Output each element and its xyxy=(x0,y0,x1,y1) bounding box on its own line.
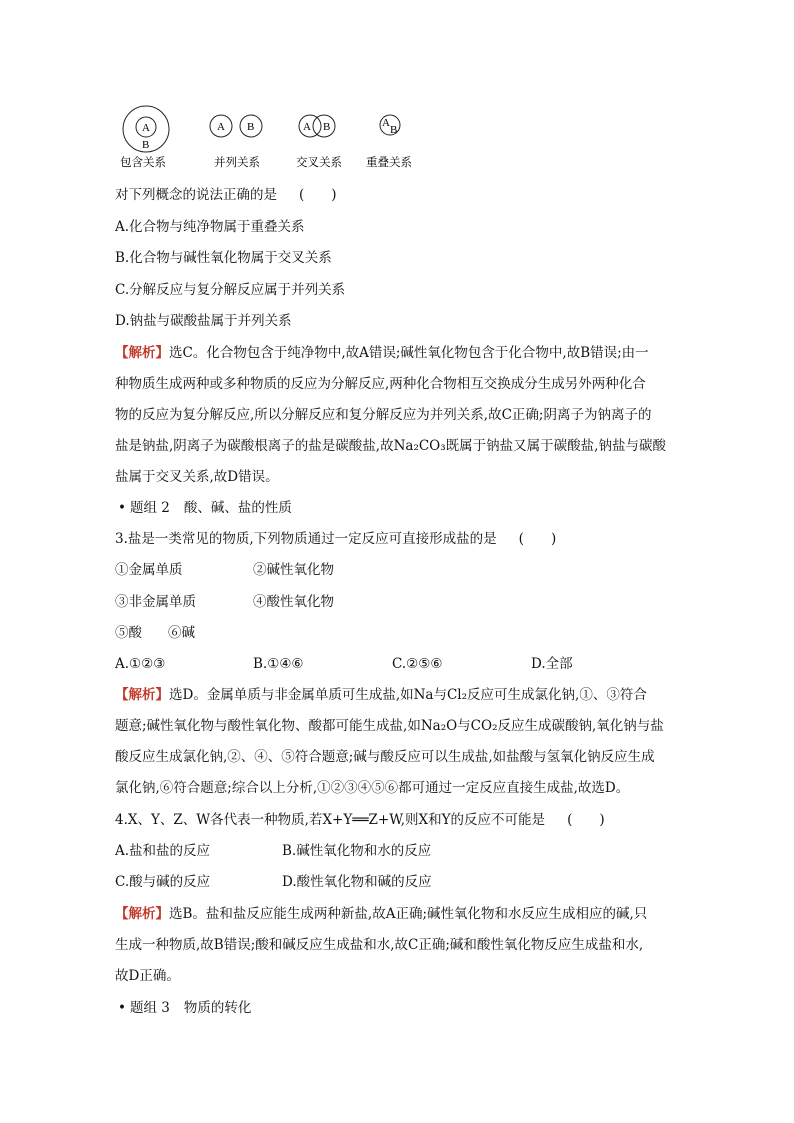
parallel-label: 并列关系 xyxy=(214,157,260,169)
containment-label: 包含关系 xyxy=(120,157,166,169)
answer-4-line-2: 生成一种物质,故B错误;酸和碱反应生成盐和水,故C正确;碱和酸性氧化物反应生成盐和水, xyxy=(115,937,644,953)
question-4-text: 4.X、Y、Z、W各代表一种物质,若X+Y══Z+W,则X和Y的反应不可能是 xyxy=(115,812,546,828)
question-3-item-3: ③非金属单质 xyxy=(115,594,196,610)
question-2-option-c: C.分解反应与复分解反应属于并列关系 xyxy=(115,282,346,298)
question-4-option-c: C.酸与碱的反应 xyxy=(115,874,211,890)
overlap-letter-b: B xyxy=(390,124,398,136)
question-2-option-d: D.钠盐与碳酸盐属于并列关系 xyxy=(115,313,292,329)
answer-4-line-3: 故D正确。 xyxy=(115,968,180,984)
question-3-option-a: A.①②③ xyxy=(115,656,166,672)
group-2-title: 酸、碱、盐的性质 xyxy=(183,500,292,516)
overlap-label: 重叠关系 xyxy=(366,157,412,169)
question-4-parens: ( ) xyxy=(567,812,605,828)
parallel-letter-b: B xyxy=(247,121,255,133)
question-4-stem xyxy=(115,812,605,828)
question-4-option-b: B.碱性氧化物和水的反应 xyxy=(282,843,432,859)
intersection-letter-b: B xyxy=(323,121,331,133)
question-2-option-b: B.化合物与碱性氧化物属于交叉关系 xyxy=(115,250,332,266)
overlap-diagram xyxy=(366,115,412,169)
question-2-option-a: A.化合物与纯净物属于重叠关系 xyxy=(115,219,305,235)
group-2-bullet: • xyxy=(118,500,126,516)
question-3-item-1: ①金属单质 xyxy=(115,562,183,578)
question-3-item-4: ④酸性氧化物 xyxy=(253,594,334,610)
answer-2-line-3: 物的反应为复分解反应,所以分解反应和复分解反应为并列关系,故C正确;阴离子为钠离子的 xyxy=(115,407,652,423)
question-2-text: 对下列概念的说法正确的是 xyxy=(115,187,277,203)
answer-2-line-5: 盐属于交叉关系,故D错误。 xyxy=(115,469,279,485)
containment-diagram xyxy=(120,106,169,169)
group-3-label: 题组 3 xyxy=(129,1000,170,1016)
answer-4-text-1: 选B。盐和盐反应能生成两种新盐,故A正确;碱性氧化物和水反应生成相应的碱,只 xyxy=(169,906,648,922)
parallel-letter-a: A xyxy=(217,121,225,133)
question-3-parens: ( ) xyxy=(518,531,557,547)
intersection-label: 交叉关系 xyxy=(296,157,342,169)
answer-2-line-2: 种物质生成两种或多种物质的反应为分解反应,两种化合物相互交换成分生成另外两种化合 xyxy=(115,376,646,392)
answer-3-text-1: 选D。金属单质与非金属单质可生成盐,如Na与Cl₂反应可生成氯化钠,①、③符合 xyxy=(169,687,647,703)
parallel-diagram xyxy=(210,115,262,169)
answer-4-line-1 xyxy=(115,906,647,922)
question-3-option-d: D.全部 xyxy=(531,656,573,672)
intersection-letter-a: A xyxy=(303,121,311,133)
answer-3-line-2: 题意;碱性氧化物与酸性氧化物、酸都可能生成盐,如Na₂O与CO₂反应生成碳酸钠,氧化钠与盐 xyxy=(115,718,664,734)
analysis-tag: 【解析】 xyxy=(115,687,169,703)
overlap-letter-a: A xyxy=(382,117,390,129)
question-4-option-d: D.酸性氧化物和碱的反应 xyxy=(282,874,432,890)
question-2-stem xyxy=(115,187,337,203)
question-3-item-6: ⑥碱 xyxy=(168,625,195,641)
containment-letter-b: B xyxy=(142,139,150,151)
answer-3-line-1 xyxy=(115,687,647,703)
answer-2-text-1: 选C。化合物包含于纯净物中,故A错误;碱性氧化物包含于化合物中,故B错误;由一 xyxy=(169,345,649,361)
analysis-tag: 【解析】 xyxy=(115,345,169,361)
answer-2-line-1 xyxy=(115,345,649,361)
question-3-option-b: B.①④⑥ xyxy=(253,656,304,672)
group-2-label: 题组 2 xyxy=(129,500,170,516)
group-2-header xyxy=(118,500,292,516)
group-3-title: 物质的转化 xyxy=(183,1000,252,1016)
answer-2-line-4: 盐是钠盐,阴离子为碳酸根离子的盐是碳酸盐,故Na₂CO₃既属于钠盐又属于碳酸盐,钠盐与碳酸 xyxy=(115,438,666,454)
question-4-option-a: A.盐和盐的反应 xyxy=(115,843,211,859)
group-3-header xyxy=(118,1000,251,1016)
set-relationship-diagram xyxy=(110,104,430,174)
answer-3-line-3: 酸反应生成氯化钠,②、④、⑤符合题意;碱与酸反应可以生成盐,如盐酸与氢氧化钠反应生成 xyxy=(115,749,655,765)
question-3-text: 3.盐是一类常见的物质,下列物质通过一定反应可直接形成盐的是 xyxy=(115,531,497,547)
answer-3-line-4: 氯化钠,⑥符合题意;综合以上分析,①②③④⑤⑥都可通过一定反应直接生成盐,故选D。 xyxy=(115,780,630,796)
analysis-tag: 【解析】 xyxy=(115,906,169,922)
question-2-parens: ( ) xyxy=(299,187,337,203)
question-3-item-5: ⑤酸 xyxy=(115,625,142,641)
question-3-item-2: ②碱性氧化物 xyxy=(253,562,334,578)
question-3-option-c: C.②⑤⑥ xyxy=(392,656,443,672)
group-3-bullet: • xyxy=(118,1000,126,1016)
intersection-diagram xyxy=(296,115,342,169)
question-3-stem xyxy=(115,531,556,547)
containment-letter-a: A xyxy=(142,122,150,134)
